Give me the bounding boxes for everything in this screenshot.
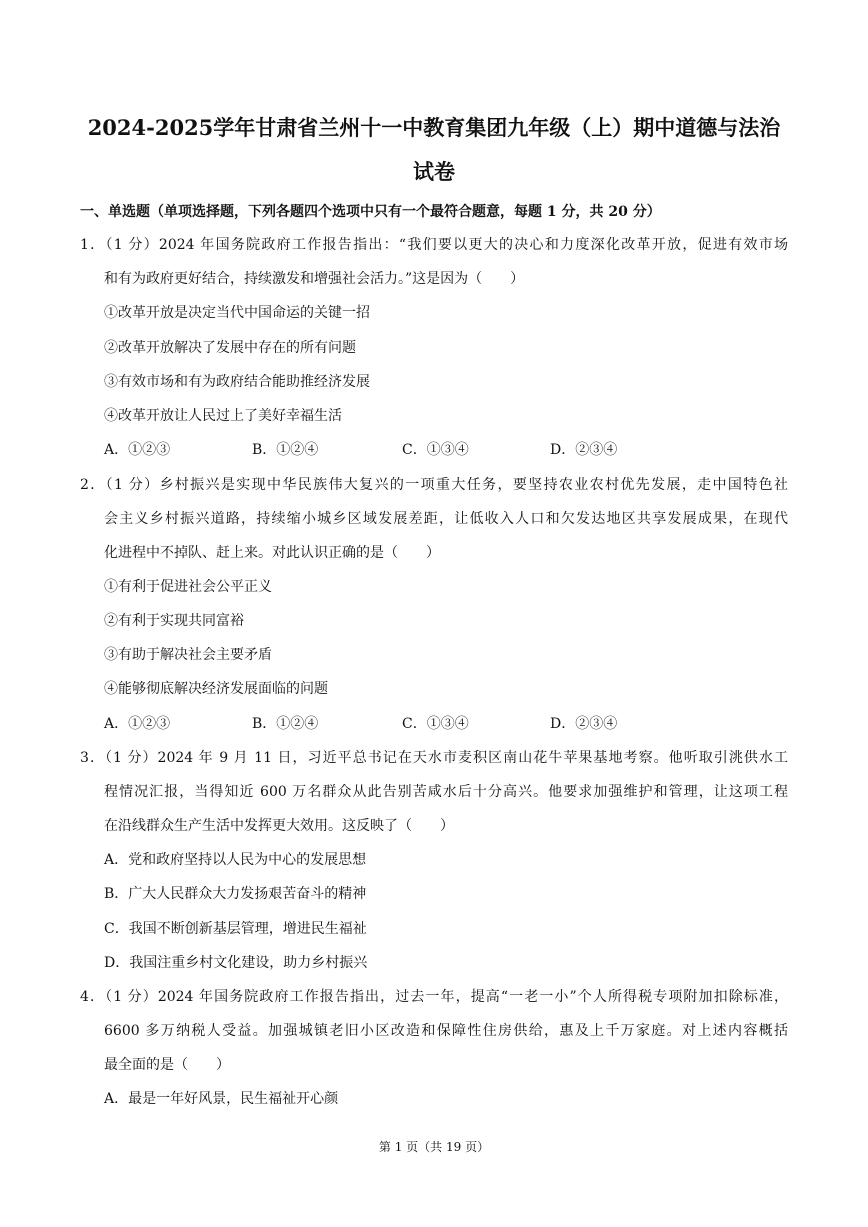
- question-1-item-2: ②改革开放解决了发展中存在的所有问题: [104, 340, 356, 356]
- question-1-option-c: C．①③④: [402, 442, 469, 458]
- question-1-text-line-1: 1．（1 分）2024 年国务院政府工作报告指出：“我们要以更大的决心和力度深化改革开放，促进有效市场: [80, 237, 788, 253]
- question-3-text-line-3: 在沿线群众生产生活中发挥更大效用。这反映了（ ）: [104, 818, 454, 834]
- question-1-item-1: ①改革开放是决定当代中国命运的关键一招: [104, 305, 370, 321]
- question-2-option-d: D．②③④: [550, 716, 618, 732]
- question-1-option-b: B．①②④: [252, 442, 319, 458]
- question-3-text-line-1: 3．（1 分）2024 年 9 月 11 日，习近平总书记在天水市麦积区南山花牛苹果基地考察。他听取引洮供水工: [80, 750, 788, 766]
- question-2-option-b: B．①②④: [252, 716, 319, 732]
- question-3-option-d: D．我国注重乡村文化建设，助力乡村振兴: [104, 955, 368, 971]
- question-1-option-a: A．①②③: [104, 442, 171, 458]
- question-2-item-2: ②有利于实现共同富裕: [104, 613, 244, 629]
- question-1-item-3: ③有效市场和有为政府结合能助推经济发展: [104, 374, 370, 390]
- document-title-line-1: 2024-2025学年甘肃省兰州十一中教育集团九年级（上）期中道德与法治: [87, 115, 781, 140]
- question-2-text-line-2: 会主义乡村振兴道路，持续缩小城乡区域发展差距，让低收入人口和欠发达地区共享发展成果，在现代: [104, 511, 788, 527]
- question-3-option-b: B．广大人民群众大力发扬艰苦奋斗的精神: [104, 886, 367, 902]
- question-4-text-line-1: 4．（1 分）2024 年国务院政府工作报告指出，过去一年，提高“一老一小”个人所得税专项附加扣除标准，: [80, 989, 788, 1005]
- question-2-option-c: C．①③④: [402, 716, 469, 732]
- question-2-item-1: ①有利于促进社会公平正义: [104, 579, 272, 595]
- question-2-text-line-1: 2．（1 分）乡村振兴是实现中华民族伟大复兴的一项重大任务，要坚持农业农村优先发展，走中国特色社: [80, 477, 788, 493]
- question-4-text-line-2: 6600 多万纳税人受益。加强城镇老旧小区改造和保障性住房供给，惠及上千万家庭。对上述内容概括: [104, 1023, 788, 1039]
- question-2-item-4: ④能够彻底解决经济发展面临的问题: [104, 681, 328, 697]
- question-3-text-line-2: 程情况汇报，当得知近 600 万名群众从此告别苦咸水后十分高兴。他要求加强维护和管理，让这项工程: [104, 784, 788, 800]
- document-title-line-2: 试卷: [413, 159, 455, 184]
- question-3-option-c: C．我国不断创新基层管理，增进民生福祉: [104, 921, 367, 937]
- question-1-option-d: D．②③④: [550, 442, 618, 458]
- question-4-option-a: A．最是一年好风景，民生福祉开心颜: [104, 1091, 339, 1107]
- question-1-text-line-2: 和有为政府更好结合，持续激发和增强社会活力。”这是因为（ ）: [104, 271, 525, 287]
- question-2-text-line-3: 化进程中不掉队、赶上来。对此认识正确的是（ ）: [104, 545, 440, 561]
- question-2-option-a: A．①②③: [104, 716, 171, 732]
- section-heading: 一、单选题（单项选择题，下列各题四个选项中只有一个最符合题意，每题 1 分，共 20 分）: [80, 204, 661, 220]
- question-1-item-4: ④改革开放让人民过上了美好幸福生活: [104, 408, 342, 424]
- page-footer: 第 1 页（共 19 页）: [378, 1140, 490, 1154]
- question-4-text-line-3: 最全面的是（ ）: [104, 1057, 230, 1073]
- question-3-option-a: A．党和政府坚持以人民为中心的发展思想: [104, 852, 367, 868]
- question-2-item-3: ③有助于解决社会主要矛盾: [104, 647, 272, 663]
